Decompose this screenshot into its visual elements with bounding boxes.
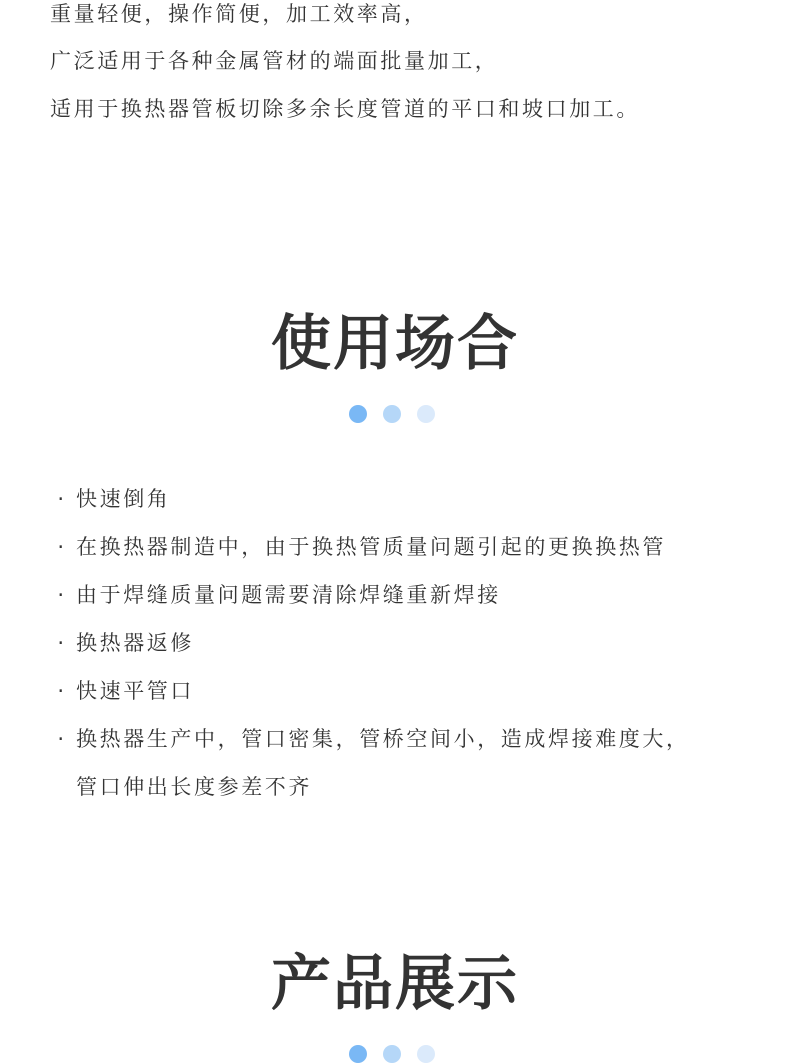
list-item-text: 由于焊缝质量问题需要清除焊缝重新焊接 [76, 583, 501, 607]
list-item-text: 快速平管口 [76, 679, 194, 703]
divider-dot [383, 1045, 401, 1063]
list-item-text: 换热器生产中，管口密集，管桥空间小，造成焊接难度大， [76, 727, 690, 751]
bullet-icon: · [57, 727, 67, 751]
bullet-icon: · [57, 583, 67, 607]
product-section-title: 产品展示 [271, 949, 519, 1019]
bullet-icon: · [57, 679, 67, 703]
list-item-text: 管口伸出长度参差不齐 [76, 775, 312, 799]
list-item-text: 快速倒角 [76, 487, 171, 511]
section-divider-dots [0, 1045, 790, 1063]
intro-line: 重量轻便，操作简便，加工效率高， [50, 2, 428, 26]
usage-section-title: 使用场合 [271, 309, 519, 379]
bullet-icon: · [57, 535, 67, 559]
section-divider-dots [0, 405, 790, 423]
divider-dot [383, 405, 401, 423]
divider-dot [349, 405, 367, 423]
list-item-text: 换热器返修 [76, 631, 194, 655]
divider-dot [417, 1045, 435, 1063]
bullet-icon: · [57, 631, 67, 655]
intro-line: 广泛适用于各种金属管材的端面批量加工， [50, 49, 499, 73]
list-item-text: 在换热器制造中，由于换热管质量问题引起的更换换热管 [76, 535, 666, 559]
bullet-icon: · [57, 487, 67, 511]
divider-dot [349, 1045, 367, 1063]
divider-dot [417, 405, 435, 423]
intro-line: 适用于换热器管板切除多余长度管道的平口和坡口加工。 [50, 97, 640, 121]
